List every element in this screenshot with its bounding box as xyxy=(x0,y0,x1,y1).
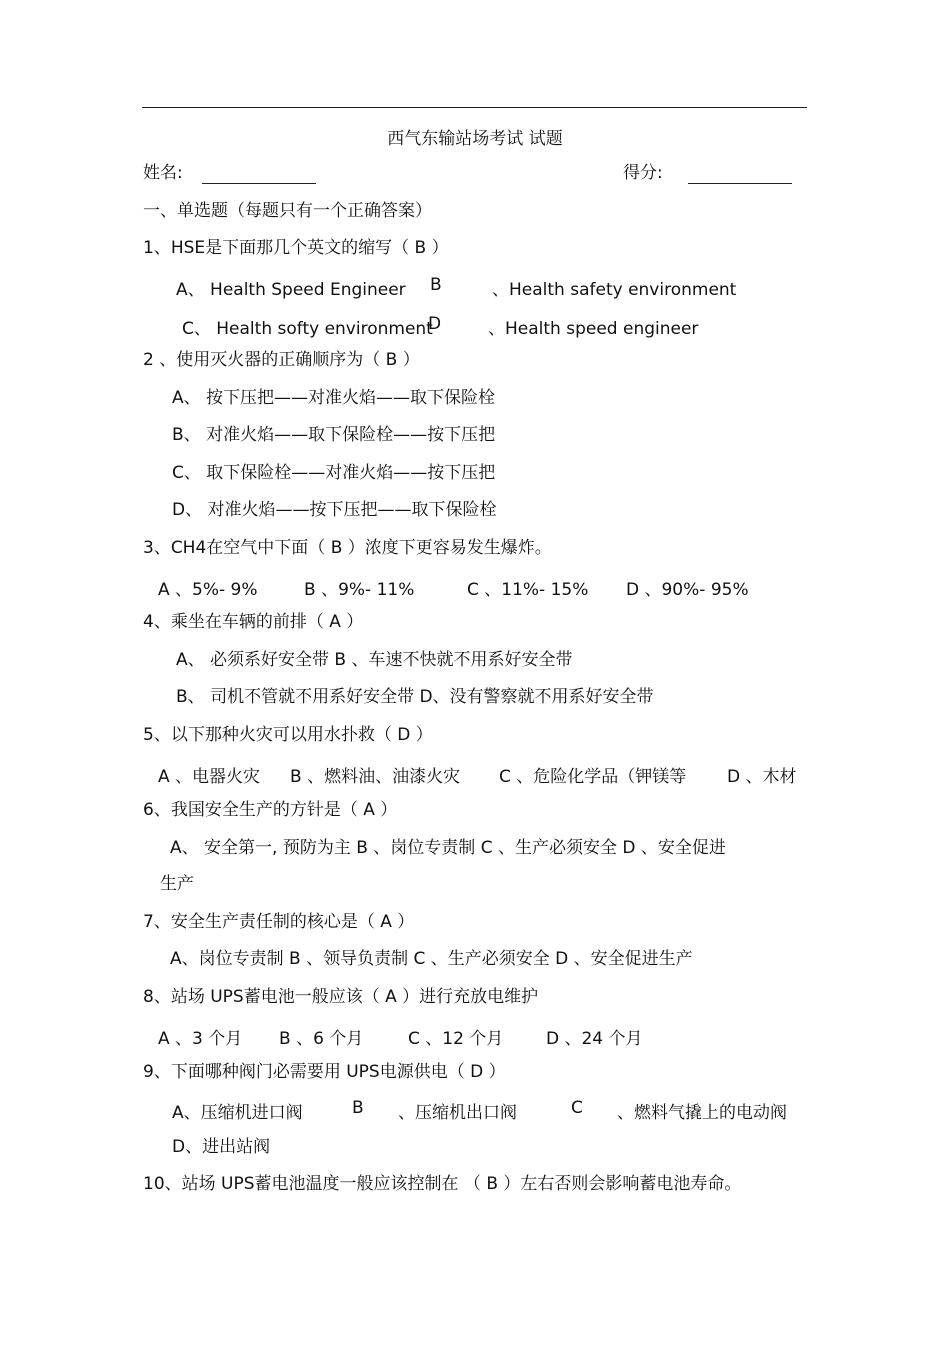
q3-option-c: C 、11%- 15% xyxy=(467,580,589,600)
name-row xyxy=(143,162,316,184)
question-5-stem: 5、以下那种火灾可以用水扑救（ D ） xyxy=(143,725,433,745)
q8-option-c: C 、12 个月 xyxy=(408,1029,504,1049)
q3-option-a: A 、5%- 9% xyxy=(158,580,258,600)
q5-option-b: B 、燃料油、油漆火灾 xyxy=(290,767,461,787)
q1-option-b-letter: B xyxy=(430,275,442,295)
header-rule xyxy=(142,107,807,108)
q1-option-b: 、Health safety environment xyxy=(492,280,737,300)
q8-option-d: D 、24 个月 xyxy=(546,1029,643,1049)
q6-options-line-1: A、 安全第一, 预防为主 B 、岗位专责制 C 、生产必须安全 D 、安全促进 xyxy=(170,838,726,858)
q4-options-line-1: A、 必须系好安全带 B 、车速不快就不用系好安全带 xyxy=(176,650,573,670)
q7-options-line-1: A、岗位专责制 B 、领导负责制 C 、生产必须安全 D 、安全促进生产 xyxy=(170,949,693,969)
question-8-stem: 8、站场 UPS蓄电池一般应该（ A ）进行充放电维护 xyxy=(143,987,539,1007)
q9-option-b-letter: B xyxy=(352,1098,364,1118)
question-2-stem: 2 、使用灭火器的正确顺序为（ B ） xyxy=(143,350,420,370)
section-heading: 一、单选题（每题只有一个正确答案） xyxy=(143,201,432,221)
name-blank xyxy=(202,165,316,184)
question-7-stem: 7、安全生产责任制的核心是（ A ） xyxy=(143,912,415,932)
q9-option-a: A、压缩机进口阀 xyxy=(172,1103,303,1123)
q1-option-d: 、Health speed engineer xyxy=(488,319,699,339)
q8-option-b: B 、6 个月 xyxy=(279,1029,364,1049)
name-label: 姓名: xyxy=(143,163,183,183)
question-6-stem: 6、我国安全生产的方针是（ A ） xyxy=(143,800,398,820)
q3-option-d: D 、90%- 95% xyxy=(626,580,749,600)
q5-option-d: D 、木材 xyxy=(727,767,797,787)
q2-option-b: B、 对准火焰——取下保险栓——按下压把 xyxy=(172,425,496,445)
q2-option-c: C、 取下保险栓——对准火焰——按下压把 xyxy=(172,463,496,483)
q6-options-line-2: 生产 xyxy=(160,874,194,894)
score-row xyxy=(623,162,792,184)
question-3-stem: 3、CH4在空气中下面（ B ）浓度下更容易发生爆炸。 xyxy=(143,538,552,558)
q9-option-d: D、进出站阀 xyxy=(172,1137,271,1157)
question-4-stem: 4、乘坐在车辆的前排（ A ） xyxy=(143,612,364,632)
q2-option-d: D、 对准火焰——按下压把——取下保险栓 xyxy=(172,500,497,520)
score-blank xyxy=(688,165,792,184)
exam-title: 西气东输站场考试 试题 xyxy=(387,129,563,149)
q1-option-a: A、 Health Speed Engineer xyxy=(176,280,406,300)
q3-option-b: B 、9%- 11% xyxy=(304,580,415,600)
q9-option-c: 、燃料气撬上的电动阀 xyxy=(617,1103,787,1123)
q9-option-b: 、压缩机出口阀 xyxy=(398,1103,517,1123)
q9-option-c-letter: C xyxy=(571,1098,583,1118)
q8-option-a: A 、3 个月 xyxy=(158,1029,243,1049)
question-1-stem: 1、HSE是下面那几个英文的缩写（ B ） xyxy=(143,238,449,258)
q5-option-c: C 、危险化学品（钾镁等 xyxy=(499,767,687,787)
q2-option-a: A、 按下压把——对准火焰——取下保险栓 xyxy=(172,388,496,408)
score-label: 得分: xyxy=(623,163,663,183)
question-10-stem: 10、站场 UPS蓄电池温度一般应该控制在 （ B ）左右否则会影响蓄电池寿命。 xyxy=(143,1174,742,1194)
q1-option-d-letter: D xyxy=(428,314,442,334)
question-9-stem: 9、下面哪种阀门必需要用 UPS电源供电（ D ） xyxy=(143,1062,506,1082)
q1-option-c: C、 Health softy environment xyxy=(182,319,433,339)
q5-option-a: A 、电器火灾 xyxy=(158,767,261,787)
q4-options-line-2: B、 司机不管就不用系好安全带 D、没有警察就不用系好安全带 xyxy=(176,687,654,707)
